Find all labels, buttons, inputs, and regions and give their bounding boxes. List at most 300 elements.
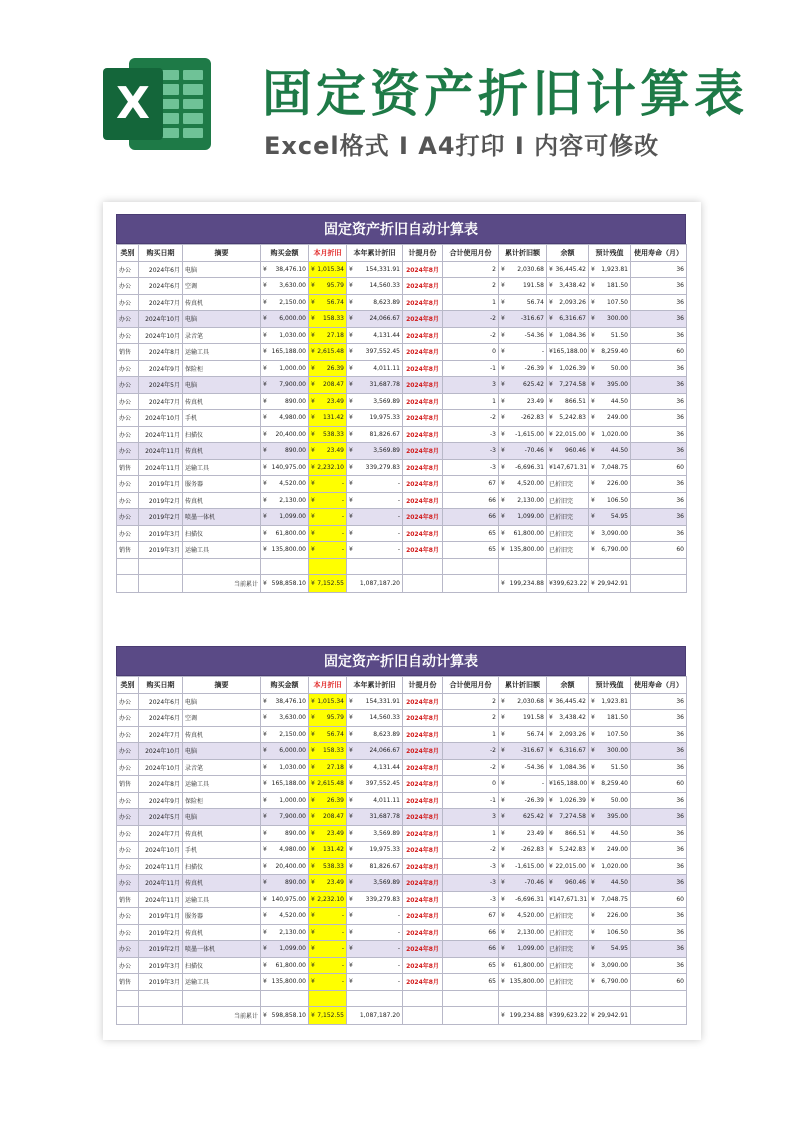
used-months-cell: 65 [443,542,499,559]
category-cell: 办公 [117,443,139,460]
blank-cell [183,558,261,575]
description-cell: 传真机 [183,726,261,743]
accum-dep-cell [499,327,547,344]
used-months-cell: -1 [443,360,499,377]
ytd-dep-cell-wrap [349,282,400,289]
sheet-bottom [116,646,686,1025]
column-header: 摘要 [183,677,261,694]
ytd-dep-cell [347,294,403,311]
amount-cell-value: 165,188.00 [271,348,306,356]
blank-cell [403,990,443,1007]
column-header: 使用寿命（月） [631,677,687,694]
amount-cell-value: 6,000.00 [279,747,306,755]
accum-dep-cell [499,924,547,941]
accum-dep-cell-value: 2,030.68 [517,697,544,705]
accum-dep-cell-wrap [501,714,544,721]
currency-sign: ¥ [349,331,353,339]
residual-cell-wrap [591,414,628,421]
balance-cell-value: 6,316.67 [559,315,586,323]
category-cell: 办公 [117,693,139,710]
amount-cell-value: 7,900.00 [279,381,306,389]
ytd-dep-cell-wrap [349,879,400,886]
currency-sign: ¥ [311,463,315,471]
accum-dep-cell-wrap [501,764,544,771]
currency-sign: ¥ [311,364,315,372]
amount-cell-value: 20,400.00 [275,862,306,870]
balance-cell-value: 36,445.42 [555,265,586,273]
accum-dep-cell [499,410,547,427]
used-months-cell: 66 [443,509,499,526]
accum-dep-cell-wrap [501,863,544,870]
category-cell: 销售 [117,542,139,559]
balance-cell [547,809,589,826]
amount-cell [261,891,309,908]
currency-sign: ¥ [349,282,353,290]
total-monthly-wrap [311,1012,344,1019]
total-amount [261,575,309,593]
amount-cell-value: 20,400.00 [275,430,306,438]
balance-cell-wrap [549,698,586,705]
accum-dep-cell [499,974,547,991]
currency-sign: ¥ [349,763,353,771]
ytd-dep-cell-value: 8,623.89 [373,730,400,738]
residual-cell [589,792,631,809]
currency-sign: ¥ [591,763,595,771]
accum-dep-cell-wrap [501,780,544,787]
amount-cell-value: 1,099.00 [279,513,306,521]
residual-cell-value: 54.95 [610,945,628,953]
blank-cell [631,1007,687,1025]
residual-cell-value: 3,090.00 [601,961,628,969]
currency-sign: ¥ [311,430,315,438]
used-months-cell: 0 [443,776,499,793]
balance-cell-wrap [549,747,586,754]
balance-cell-value: 147,671.31 [552,895,588,903]
balance-cell-wrap [549,764,586,771]
residual-cell-wrap [591,764,628,771]
category-cell: 办公 [117,710,139,727]
table-row [117,294,687,311]
currency-sign: ¥ [549,1012,553,1019]
life-cell: 36 [631,393,687,410]
monthly-dep-cell-value: 23.49 [326,879,344,887]
category-cell: 办公 [117,726,139,743]
excel-logo-grid [159,70,203,138]
ytd-dep-cell-value: 24,066.67 [369,315,400,323]
currency-sign: ¥ [263,846,267,854]
monthly-dep-cell-wrap [311,912,344,919]
balance-cell [547,792,589,809]
accrual-month-cell: 2024年8月 [403,776,443,793]
total-balance-value: 399,623.22 [552,580,588,587]
accum-dep-cell [499,792,547,809]
table-row [117,693,687,710]
monthly-dep-cell-value: - [341,928,344,936]
accrual-month-cell: 2024年8月 [403,360,443,377]
currency-sign: ¥ [349,364,353,372]
amount-cell-wrap [263,398,306,405]
monthly-dep-cell-value: 2,232.10 [317,463,344,471]
blank-cell [347,558,403,575]
balance-cell [547,393,589,410]
ytd-dep-cell-wrap [349,464,400,471]
total-accum-wrap [501,1012,544,1019]
monthly-dep-cell-wrap [311,480,344,487]
monthly-dep-cell-wrap [311,299,344,306]
description-cell: 喷墨一体机 [183,509,261,526]
balance-cell [547,726,589,743]
currency-sign: ¥ [549,364,553,372]
amount-cell-wrap [263,731,306,738]
ytd-dep-cell-wrap [349,813,400,820]
amount-cell-value: 1,030.00 [279,763,306,771]
category-cell: 办公 [117,809,139,826]
currency-sign: ¥ [311,895,315,903]
currency-sign: ¥ [349,529,353,537]
currency-sign: ¥ [311,730,315,738]
table-header-row [117,245,687,262]
category-cell: 办公 [117,327,139,344]
ytd-dep-cell-wrap [349,348,400,355]
currency-sign: ¥ [311,862,315,870]
residual-cell-value: 51.50 [610,763,628,771]
table-row [117,924,687,941]
currency-sign: ¥ [549,580,553,587]
accum-dep-cell-wrap [501,797,544,804]
total-balance [547,575,589,593]
blank-cell [139,990,183,1007]
accrual-month-cell: 2024年8月 [403,311,443,328]
currency-sign: ¥ [501,546,505,554]
table-row [117,492,687,509]
residual-cell-value: 1,923.81 [601,265,628,273]
balance-cell: 已折旧完 [547,509,589,526]
total-accum-value: 199,234.88 [509,1012,544,1019]
ytd-dep-cell [347,710,403,727]
currency-sign: ¥ [349,697,353,705]
ytd-dep-cell-wrap [349,431,400,438]
accum-dep-cell [499,842,547,859]
monthly-dep-cell [309,476,347,493]
life-cell: 36 [631,492,687,509]
amount-cell [261,809,309,826]
life-cell: 36 [631,525,687,542]
balance-cell-value: 36,445.42 [555,697,586,705]
purchase-date-cell: 2024年10月 [139,311,183,328]
ytd-dep-cell-wrap [349,929,400,936]
accum-dep-cell-wrap [501,813,544,820]
amount-cell-value: 2,130.00 [279,928,306,936]
blank-cell [117,575,139,593]
residual-cell-value: 44.50 [610,879,628,887]
currency-sign: ¥ [349,796,353,804]
balance-cell [547,891,589,908]
total-label: 当前累计 [183,1007,261,1025]
category-cell: 办公 [117,393,139,410]
table-row [117,891,687,908]
accum-dep-cell-value: 4,520.00 [517,480,544,488]
residual-cell-value: 226.00 [607,480,628,488]
residual-cell [589,941,631,958]
residual-cell-value: 54.95 [610,513,628,521]
currency-sign: ¥ [311,397,315,405]
blank-cell [139,1007,183,1025]
currency-sign: ¥ [349,513,353,521]
currency-sign: ¥ [591,813,595,821]
purchase-date-cell: 2019年2月 [139,492,183,509]
amount-cell-wrap [263,813,306,820]
blank-cell [443,1007,499,1025]
amount-cell-wrap [263,929,306,936]
column-header: 本年累计折旧 [347,245,403,262]
currency-sign: ¥ [549,813,553,821]
accum-dep-cell-wrap [501,299,544,306]
ytd-dep-cell-value: 31,687.78 [369,813,400,821]
currency-sign: ¥ [263,730,267,738]
life-cell: 60 [631,344,687,361]
description-cell: 电脑 [183,809,261,826]
table-row [117,459,687,476]
sheet-top [116,214,686,593]
currency-sign: ¥ [549,862,553,870]
residual-cell [589,957,631,974]
residual-cell [589,476,631,493]
ytd-dep-cell [347,908,403,925]
accum-dep-cell-value: -262.83 [520,414,544,422]
life-cell: 36 [631,377,687,394]
ytd-dep-cell-wrap [349,797,400,804]
balance-cell-value: 22,015.00 [555,862,586,870]
amount-cell-wrap [263,447,306,454]
currency-sign: ¥ [311,513,315,521]
accrual-month-cell: 2024年8月 [403,294,443,311]
currency-sign: ¥ [311,846,315,854]
blank-cell [139,575,183,593]
total-balance-value: 399,623.22 [552,1012,588,1019]
table-row [117,377,687,394]
description-cell: 手机 [183,842,261,859]
monthly-dep-cell-wrap [311,398,344,405]
currency-sign: ¥ [549,730,553,738]
table-row [117,360,687,377]
ytd-dep-cell-wrap [349,863,400,870]
description-cell: 录音笔 [183,759,261,776]
amount-cell [261,344,309,361]
balance-cell: 已折旧完 [547,957,589,974]
accum-dep-cell [499,759,547,776]
accum-dep-cell-value: 135,800.00 [509,978,544,986]
accrual-month-cell: 2024年8月 [403,842,443,859]
residual-cell-wrap [591,863,628,870]
amount-cell [261,443,309,460]
used-months-cell: -2 [443,743,499,760]
used-months-cell: -3 [443,443,499,460]
amount-cell [261,261,309,278]
balance-cell-wrap [549,830,586,837]
balance-cell [547,759,589,776]
accum-dep-cell-wrap [501,830,544,837]
monthly-dep-cell-wrap [311,513,344,520]
amount-cell-value: 2,150.00 [279,298,306,306]
ytd-dep-cell-value: 154,331.91 [365,697,400,705]
monthly-dep-cell [309,792,347,809]
currency-sign: ¥ [263,813,267,821]
residual-cell [589,974,631,991]
accum-dep-cell [499,908,547,925]
purchase-date-cell: 2024年7月 [139,393,183,410]
ytd-dep-cell-value: 3,569.89 [373,447,400,455]
description-cell: 空调 [183,710,261,727]
monthly-dep-cell-wrap [311,846,344,853]
residual-cell-wrap [591,978,628,985]
currency-sign: ¥ [549,348,553,356]
accum-dep-cell-value: 135,800.00 [509,546,544,554]
amount-cell [261,743,309,760]
currency-sign: ¥ [501,430,505,438]
residual-cell-wrap [591,480,628,487]
ytd-dep-cell-value: 31,687.78 [369,381,400,389]
ytd-dep-cell-wrap [349,266,400,273]
table-row [117,443,687,460]
balance-cell: 已折旧完 [547,525,589,542]
monthly-dep-cell-value: 23.49 [326,397,344,405]
ytd-dep-cell-wrap [349,764,400,771]
category-cell: 办公 [117,875,139,892]
monthly-dep-cell-wrap [311,447,344,454]
currency-sign: ¥ [263,780,267,788]
purchase-date-cell: 2019年3月 [139,957,183,974]
description-cell: 运输工具 [183,891,261,908]
accum-dep-cell-value: -54.36 [524,331,544,339]
ytd-dep-cell-wrap [349,698,400,705]
blank-cell [403,575,443,593]
accum-dep-cell [499,476,547,493]
blank-cell [589,558,631,575]
residual-cell [589,426,631,443]
used-months-cell: -3 [443,858,499,875]
used-months-cell: -2 [443,410,499,427]
monthly-dep-cell-value: - [341,945,344,953]
description-cell: 传真机 [183,924,261,941]
ytd-dep-cell [347,957,403,974]
amount-cell-value: 4,520.00 [279,912,306,920]
used-months-cell: 67 [443,476,499,493]
description-cell: 手机 [183,410,261,427]
ytd-dep-cell-value: 81,826.67 [369,862,400,870]
balance-cell-value: 1,026.39 [559,364,586,372]
page-title: 固定资产折旧计算表 [262,65,748,123]
ytd-dep-cell [347,278,403,295]
accum-dep-cell [499,776,547,793]
life-cell: 36 [631,792,687,809]
blank-cell [309,558,347,575]
residual-cell-wrap [591,731,628,738]
ytd-dep-cell [347,726,403,743]
currency-sign: ¥ [263,265,267,273]
residual-cell-wrap [591,381,628,388]
column-header: 本年累计折旧 [347,677,403,694]
ytd-dep-cell-wrap [349,414,400,421]
accum-dep-cell-wrap [501,447,544,454]
monthly-dep-cell [309,360,347,377]
monthly-dep-cell-wrap [311,266,344,273]
currency-sign: ¥ [263,580,267,587]
monthly-dep-cell-value: 56.74 [326,730,344,738]
monthly-dep-cell-wrap [311,764,344,771]
description-cell: 电脑 [183,261,261,278]
ytd-dep-cell-value: - [397,513,400,521]
monthly-dep-cell [309,875,347,892]
accum-dep-cell-wrap [501,546,544,553]
monthly-dep-cell [309,294,347,311]
monthly-dep-cell-wrap [311,731,344,738]
currency-sign: ¥ [549,282,553,290]
currency-sign: ¥ [591,796,595,804]
residual-cell-value: 181.50 [607,714,628,722]
table-row [117,261,687,278]
table-row [117,743,687,760]
blank-row [117,558,687,575]
life-cell: 36 [631,743,687,760]
monthly-dep-cell-value: 27.18 [326,331,344,339]
residual-cell-wrap [591,929,628,936]
monthly-dep-cell [309,941,347,958]
currency-sign: ¥ [501,730,505,738]
amount-cell-wrap [263,978,306,985]
accrual-month-cell: 2024年8月 [403,278,443,295]
ytd-dep-cell-wrap [349,912,400,919]
accrual-month-cell: 2024年8月 [403,924,443,941]
amount-cell-value: 140,975.00 [271,895,306,903]
currency-sign: ¥ [263,912,267,920]
currency-sign: ¥ [501,978,505,986]
ytd-dep-cell [347,759,403,776]
purchase-date-cell: 2019年1月 [139,476,183,493]
category-cell: 办公 [117,410,139,427]
currency-sign: ¥ [501,348,505,356]
accum-dep-cell-value: 2,130.00 [517,928,544,936]
balance-cell-value: 165,188.00 [552,348,588,356]
used-months-cell: -3 [443,426,499,443]
amount-cell [261,377,309,394]
category-cell: 办公 [117,525,139,542]
total-accum-value: 199,234.88 [509,580,544,587]
accrual-month-cell: 2024年8月 [403,825,443,842]
balance-cell-value: 1,026.39 [559,796,586,804]
currency-sign: ¥ [263,348,267,356]
currency-sign: ¥ [263,480,267,488]
currency-sign: ¥ [311,763,315,771]
purchase-date-cell: 2019年1月 [139,908,183,925]
description-cell: 传真机 [183,825,261,842]
column-header: 购买金额 [261,677,309,694]
column-header: 余额 [547,245,589,262]
currency-sign: ¥ [311,315,315,323]
currency-sign: ¥ [501,529,505,537]
monthly-dep-cell [309,377,347,394]
balance-cell-value: 22,015.00 [555,430,586,438]
accrual-month-cell: 2024年8月 [403,792,443,809]
balance-cell-value: 1,084.36 [559,331,586,339]
balance-cell: 已折旧完 [547,542,589,559]
accum-dep-cell-wrap [501,431,544,438]
balance-cell-wrap [549,464,586,471]
residual-cell-wrap [591,546,628,553]
total-monthly-wrap [311,580,344,587]
residual-cell [589,492,631,509]
monthly-dep-cell-wrap [311,282,344,289]
amount-cell-wrap [263,530,306,537]
